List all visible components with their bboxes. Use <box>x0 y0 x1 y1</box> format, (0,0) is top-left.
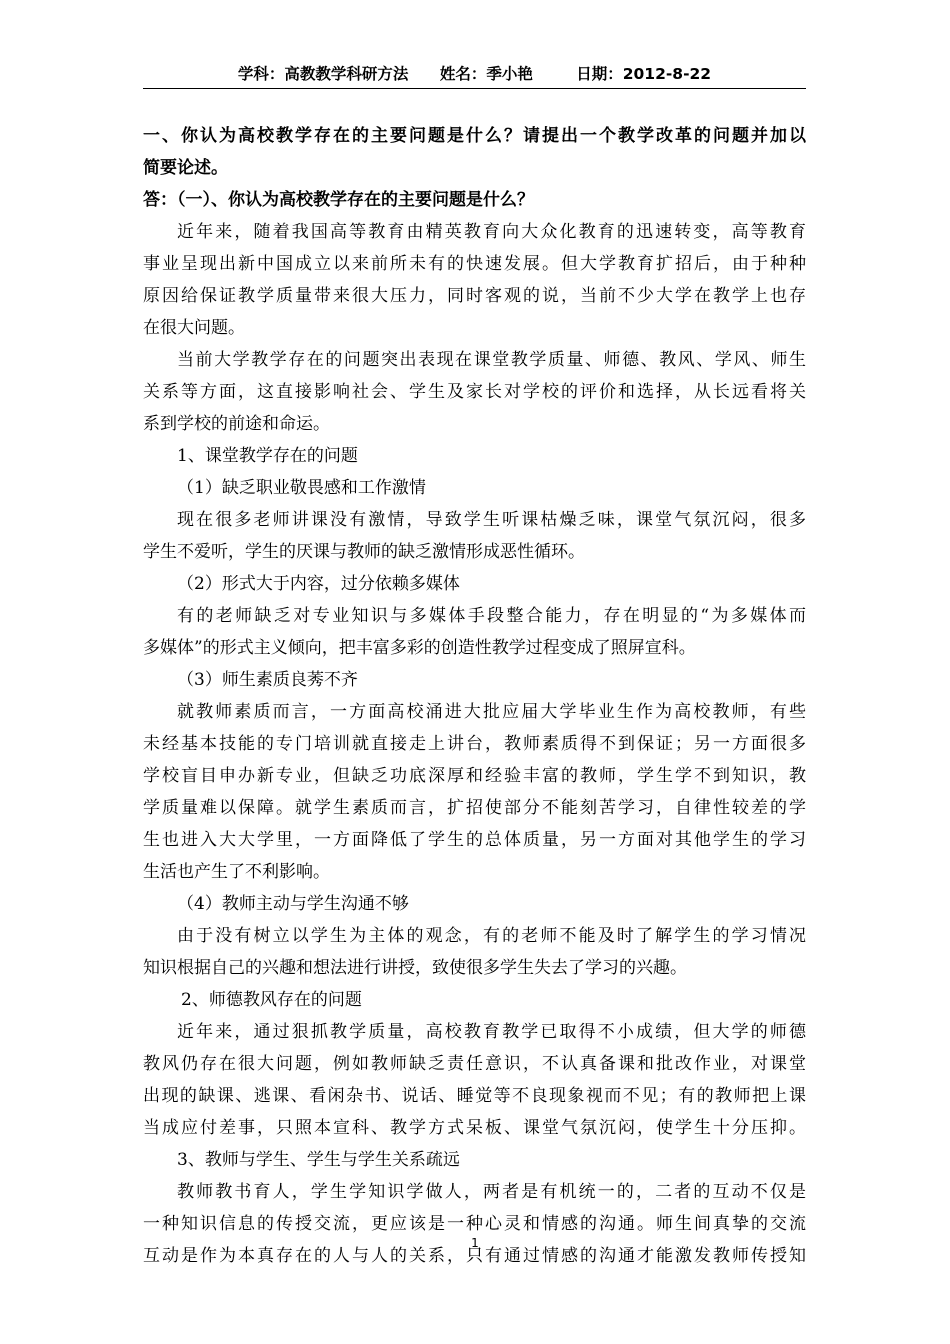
text-line: 3、教师与学生、学生与学生关系疏远 <box>177 1150 460 1170</box>
text-line: （1）缺乏职业敬畏感和工作激情 <box>177 478 426 498</box>
header-name: 姓名：季小艳 <box>439 65 533 83</box>
text-line: 在很大问题。 <box>143 318 245 338</box>
text-line: （3）师生素质良莠不齐 <box>177 670 358 690</box>
text-line: 原因给保证教学质量带来很大压力，同时客观的说，当前不少大学在教学上也存 <box>143 286 806 306</box>
text-line: 有的老师缺乏对专业知识与多媒体手段整合能力，存在明显的“为多媒体而 <box>177 606 806 626</box>
text-line: 教风仍存在很大问题，例如教师缺乏责任意识，不认真备课和批改作业，对课堂 <box>143 1054 806 1074</box>
text-line: 多媒体”的形式主义倾向，把丰富多彩的创造性教学过程变成了照屏宣科。 <box>143 638 696 658</box>
text-line: 教师教书育人，学生学知识学做人，两者是有机统一的，二者的互动不仅是 <box>177 1182 806 1202</box>
text-line: 一种知识信息的传授交流，更应该是一种心灵和情感的沟通。师生间真挚的交流 <box>143 1214 806 1234</box>
text-line: 就教师素质而言，一方面高校涌进大批应届大学毕业生作为高校教师，有些 <box>177 702 806 722</box>
text-line: 当成应付差事，只照本宣科、教学方式呆板、课堂气氛沉闷，使学生十分压抑。 <box>143 1118 806 1138</box>
text-line: 2、师德教风存在的问题 <box>181 990 362 1010</box>
text-line: （2）形式大于内容，过分依赖多媒体 <box>177 574 460 594</box>
text-line: 一、你认为高校教学存在的主要问题是什么？请提出一个教学改革的问题并加以 <box>143 126 806 146</box>
text-line: 现在很多老师讲课没有激情，导致学生听课枯燥乏味，课堂气氛沉闷，很多 <box>177 510 806 530</box>
text-line: 关系等方面，这直接影响社会、学生及家长对学校的评价和选择，从长远看将关 <box>143 382 806 402</box>
text-line: 由于没有树立以学生为主体的观念，有的老师不能及时了解学生的学习情况 <box>177 926 806 946</box>
text-line: 生活也产生了不利影响。 <box>143 862 330 882</box>
text-line: 近年来，随着我国高等教育由精英教育向大众化教育的迅速转变，高等教育 <box>177 222 806 242</box>
page-header <box>143 62 806 89</box>
text-line: 近年来，通过狠抓教学质量，高校教育教学已取得不小成绩，但大学的师德 <box>177 1022 806 1042</box>
text-line: 出现的缺课、逃课、看闲杂书、说话、睡觉等不良现象视而不见；有的教师把上课 <box>143 1086 806 1106</box>
text-line: 简要论述。 <box>143 158 228 178</box>
header-subject: 学科：高教教学科研方法 <box>237 65 409 83</box>
text-line: 互动是作为本真存在的人与人的关系，只有通过情感的沟通才能激发教师传授知 <box>143 1246 806 1266</box>
text-line: 事业呈现出新中国成立以来前所未有的快速发展。但大学教育扩招后，由于种种 <box>143 254 806 274</box>
text-line: 生也进入大大学里，一方面降低了学生的总体质量，另一方面对其他学生的学习 <box>143 830 806 850</box>
text-line: 1、课堂教学存在的问题 <box>177 446 358 466</box>
page-number: 1 <box>471 1236 479 1250</box>
text-line: 未经基本技能的专门培训就直接走上讲台，教师素质得不到保证；另一方面很多 <box>143 734 806 754</box>
text-line: 学校盲目申办新专业，但缺乏功底深厚和经验丰富的教师，学生学不到知识，教 <box>143 766 806 786</box>
text-line: 答：（一）、你认为高校教学存在的主要问题是什么？ <box>143 190 534 210</box>
text-line: 系到学校的前途和命运。 <box>143 414 330 434</box>
text-line: 知识根据自己的兴趣和想法进行讲授，致使很多学生失去了学习的兴趣。 <box>143 958 687 978</box>
document-body <box>143 120 806 1272</box>
header-date: 日期：2012-8-22 <box>576 65 712 83</box>
text-line: （4）教师主动与学生沟通不够 <box>177 894 409 914</box>
text-line: 学生不爱听，学生的厌课与教师的缺乏激情形成恶性循环。 <box>143 542 585 562</box>
text-line: 学质量难以保障。就学生素质而言，扩招使部分不能刻苦学习，自律性较差的学 <box>143 798 806 818</box>
text-line: 当前大学教学存在的问题突出表现在课堂教学质量、师德、教风、学风、师生 <box>177 350 806 370</box>
